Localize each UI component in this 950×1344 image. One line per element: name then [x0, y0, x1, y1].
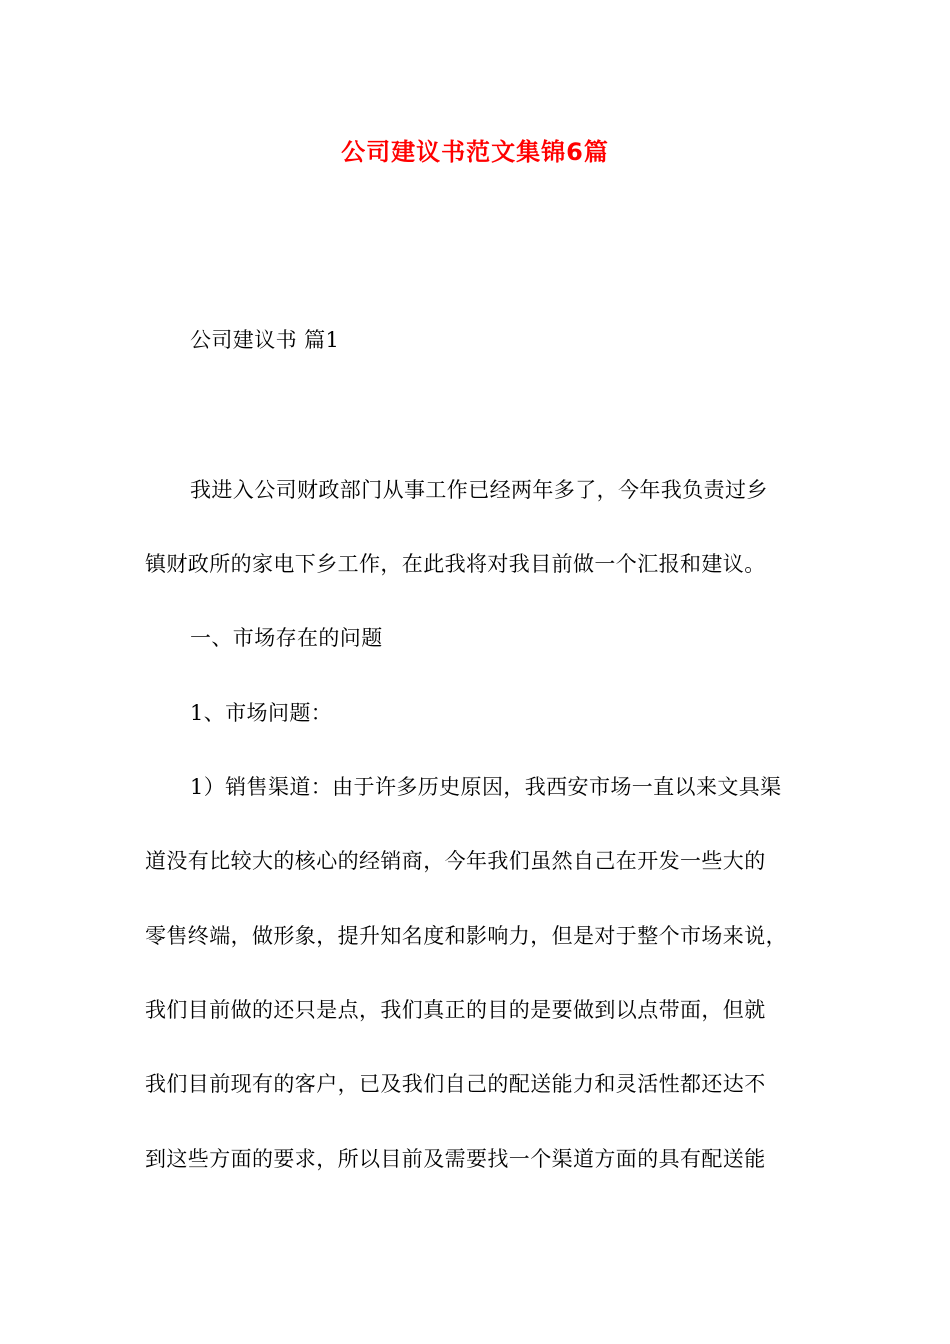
paragraph-line-2: 镇财政所的家电下乡工作，在此我将对我目前做一个汇报和建议。	[145, 552, 766, 576]
paragraph-line-3: 1）销售渠道：由于许多历史原因，我西安市场一直以来文具渠	[190, 775, 782, 799]
subheading-market-problems: 一、市场存在的问题	[190, 626, 383, 650]
paragraph-line-1: 我进入公司财政部门从事工作已经两年多了，今年我负责过乡	[190, 478, 768, 502]
paragraph-line-6: 我们目前做的还只是点，我们真正的目的是要做到以点带面，但就	[145, 998, 766, 1022]
section-heading: 公司建议书 篇1	[190, 328, 340, 352]
paragraph-line-7: 我们目前现有的客户，已及我们自己的配送能力和灵活性都还达不	[145, 1072, 766, 1096]
paragraph-line-5: 零售终端，做形象，提升知名度和影响力，但是对于整个市场来说，	[145, 924, 787, 948]
paragraph-line-8: 到这些方面的要求，所以目前及需要找一个渠道方面的具有配送能	[145, 1147, 766, 1171]
subheading-market-issue: 1、市场问题：	[190, 701, 333, 725]
document-title: 公司建议书范文集锦6篇	[341, 138, 609, 166]
paragraph-line-4: 道没有比较大的核心的经销商，今年我们虽然自己在开发一些大的	[145, 849, 766, 873]
